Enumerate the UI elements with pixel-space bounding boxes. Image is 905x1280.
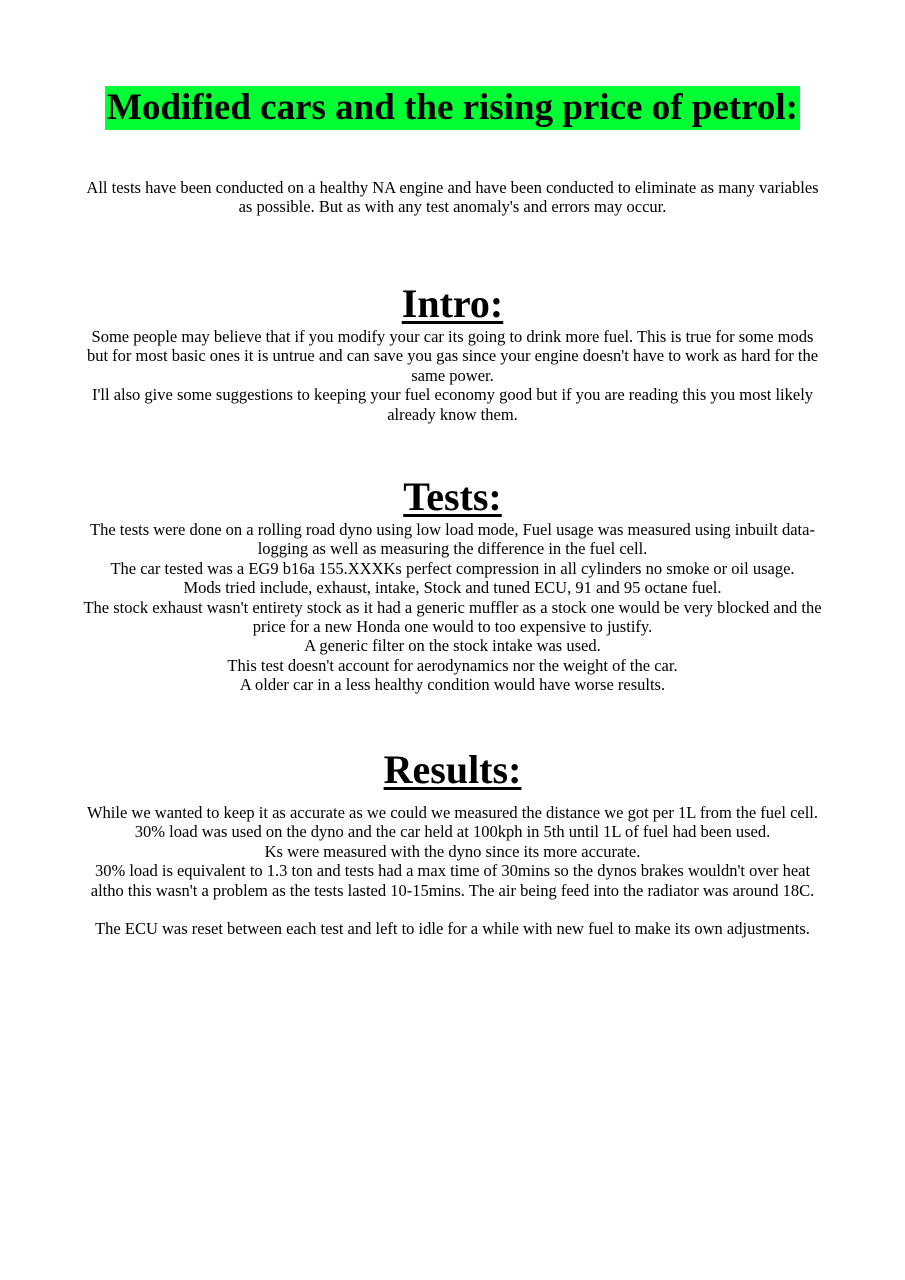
results-paragraph: While we wanted to keep it as accurate as we could we measured the distance we got per 1L from the fuel cell. 30% load was used on the dyno and the car held at 100kph in 5th until 1L of fuel had been used. [86,803,819,842]
results-paragraph: 30% load is equivalent to 1.3 ton and tests had a max time of 30mins so the dynos brakes wouldn't over heat altho this wasn't a problem as the tests lasted 10-15mins. The air being feed into the radiator was around 18C. [90,861,815,900]
results-heading: Results: [383,747,522,792]
intro-heading: Intro: [401,281,504,326]
disclaimer-block [80,178,825,217]
intro-block [80,327,825,424]
paragraph-spacer [80,900,825,919]
tests-paragraph: Mods tried include, exhaust, intake, Stock and tuned ECU, 91 and 95 octane fuel. [183,578,722,598]
tests-block [80,520,825,695]
tests-heading: Tests: [403,474,502,519]
results-block [80,803,825,939]
tests-paragraph: A older car in a less healthy condition would have worse results. [239,675,666,695]
page-title: Modified cars and the rising price of petrol: [107,87,798,128]
intro-paragraph: Some people may believe that if you modify your car its going to drink more fuel. This is true for some mods but for most basic ones it is untrue and can save you gas since your engine doesn't have to work as hard for the same power. [86,327,819,385]
title-container [0,86,905,130]
tests-paragraph: The tests were done on a rolling road dyno using low load mode, Fuel usage was measured using inbuilt data-logging as well as measuring the difference in the fuel cell. [90,520,815,559]
disclaimer-text: All tests have been conducted on a healthy NA engine and have been conducted to eliminate as many variables as possible. But as with any test anomaly's and errors may occur. [86,178,819,217]
tests-paragraph: The car tested was a EG9 b16a 155.XXXKs perfect compression in all cylinders no smoke or oil usage. [110,558,795,578]
tests-paragraph: A generic filter on the stock intake was used. [304,636,601,656]
intro-paragraph: I'll also give some suggestions to keeping your fuel economy good but if you are reading this you most likely already know them. [91,385,814,424]
results-final-paragraph: The ECU was reset between each test and left to idle for a while with new fuel to make its own adjustments. [95,919,810,939]
tests-paragraph: This test doesn't account for aerodynamics nor the weight of the car. [227,655,678,675]
tests-paragraph: The stock exhaust wasn't entirety stock as it had a generic muffler as a stock one would be very blocked and the price for a new Honda one would to too expensive to justify. [83,597,822,637]
results-paragraph: Ks were measured with the dyno since its more accurate. [264,841,641,861]
